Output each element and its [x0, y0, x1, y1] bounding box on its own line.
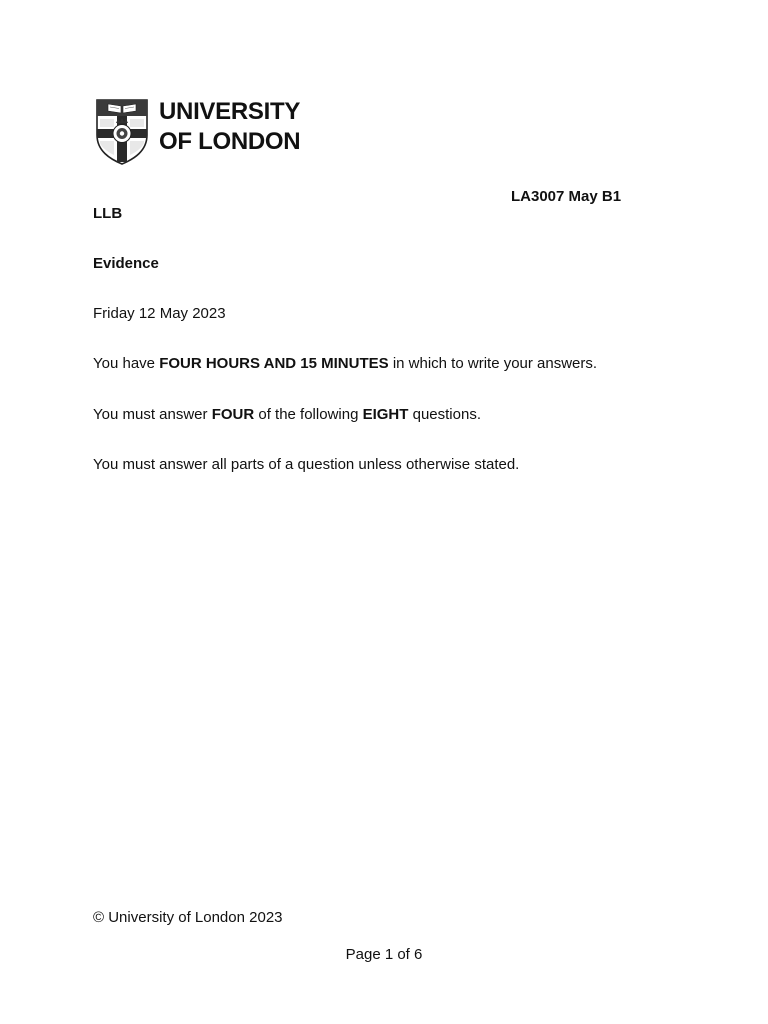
wordmark-line-2: OF LONDON	[159, 128, 301, 155]
page-number: Page 1 of 6	[345, 946, 423, 963]
university-logo	[96, 99, 306, 165]
programme-name: LLB	[93, 205, 123, 222]
exam-date: Friday 12 May 2023	[93, 305, 226, 322]
instruction-count-pre: You must answer	[93, 406, 212, 423]
course-code: LA3007 May B1	[511, 188, 622, 205]
instruction-duration-bold: FOUR HOURS AND 15 MINUTES	[159, 355, 389, 372]
instruction-count-bold-1: FOUR	[211, 406, 255, 423]
instruction-all-parts: You must answer all parts of a question unless otherwise stated.	[93, 456, 520, 473]
university-wordmark	[159, 97, 300, 157]
university-crest-icon	[96, 99, 148, 165]
instruction-count-bold-2: EIGHT	[362, 406, 409, 423]
instruction-duration	[93, 355, 597, 373]
wordmark-line-1: UNIVERSITY	[159, 98, 301, 125]
instruction-count-mid: of the following	[254, 406, 363, 423]
instruction-count-post: questions.	[408, 406, 481, 423]
instruction-duration-post: in which to write your answers.	[388, 355, 598, 372]
exam-subject: Evidence	[93, 255, 159, 272]
instruction-question-count	[93, 406, 481, 424]
copyright-notice: © University of London 2023	[93, 909, 283, 926]
instruction-duration-pre: You have	[93, 355, 160, 372]
